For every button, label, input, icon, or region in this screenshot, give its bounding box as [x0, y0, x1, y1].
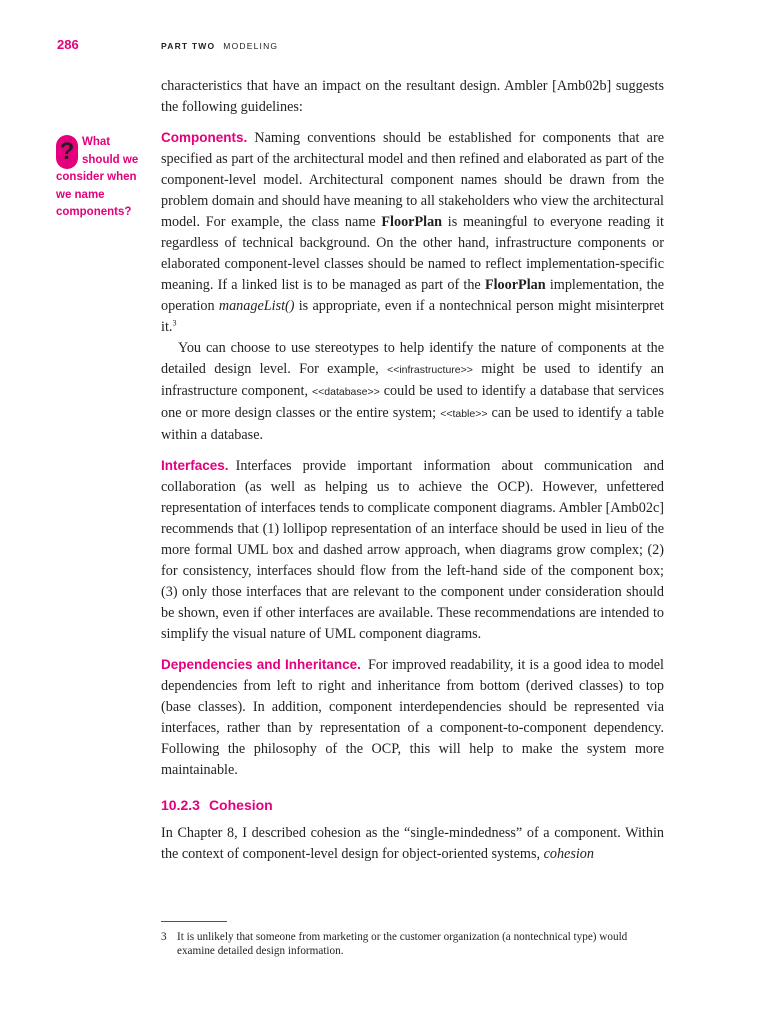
footnote-reference: 3	[172, 318, 177, 328]
dependencies-paragraph	[161, 654, 664, 781]
body-text	[161, 76, 664, 865]
section-label: MODELING	[223, 41, 279, 51]
infrastructure-stereotype: <<infrastructure>>	[387, 364, 473, 376]
footnote-rule	[161, 921, 227, 922]
components-text-3: implementation, the operation	[161, 277, 664, 314]
intro-paragraph: characteristics that have an impact on the resultant design. Ambler [Amb02b] suggests the following guidelines:	[161, 78, 664, 115]
running-head	[161, 41, 278, 51]
table-stereotype: <<table>>	[440, 408, 488, 420]
cohesion-text: In Chapter 8, I described cohesion as the “single-mindedness” of a component. Within the context of component-level design for object-oriented systems,	[161, 825, 664, 862]
interfaces-heading: Interfaces.	[161, 458, 229, 473]
footnote-number: 3	[161, 931, 167, 943]
page-number: 286	[57, 37, 79, 52]
dependencies-text: For improved readability, it is a good idea to model dependencies from left to right and inheritance from bottom (derived classes) to top (base classes). In addition, component interdependencies should be represented via interfaces, rather than by representation of a component-to-component dependency. Following the philosophy of the OCP, this will help to make the system more maintainable.	[161, 657, 664, 778]
managelist-term: manageList()	[218, 298, 295, 314]
section-number: 10.2.3	[161, 797, 200, 813]
stereotypes-text-1: You can choose to use stereotypes to help identify the nature of components at the detailed design level. For example,	[161, 340, 664, 377]
components-text-2: is meaningful to everyone reading it regardless of technical background. On the other hand, infrastructure components or elaborated component-level classes should be named to reflect implementation-specific meaning. If a linked list is to be managed as part of the	[161, 214, 664, 293]
components-heading: Components.	[161, 130, 248, 145]
cohesion-paragraph	[161, 823, 664, 865]
footnote	[161, 930, 664, 958]
components-text-4: is appropriate, even if a nontechnical person might misinterpret it.	[161, 298, 665, 335]
cohesion-term: cohesion	[543, 846, 594, 862]
section-title: Cohesion	[208, 797, 273, 813]
floorplan-term-2: FloorPlan	[484, 277, 546, 293]
part-label: PART TWO	[161, 41, 216, 51]
question-mark-icon: ?	[56, 135, 78, 169]
interfaces-text: Interfaces provide important information about communication and collaboration (as well as helping us to achieve the OCP). However, unfettered representation of interfaces tends to complicate component diagrams. Ambler [Amb02c] recommends that (1) lollipop representation of an interface should be used in lieu of the more formal UML box and dashed arrow approach, when diagrams grow complex; (2) for consistency, interfaces should flow from the left-hand side of the component box; (3) only those interfaces that are relevant to the component under consideration should be shown, even if other interfaces are available. These recommendations are intended to simplify the visual nature of UML component diagrams.	[161, 458, 664, 642]
section-heading	[161, 795, 664, 815]
stereotypes-paragraph	[161, 338, 664, 446]
interfaces-paragraph	[161, 455, 664, 645]
stereotypes-text-2: might be used to identify an infrastructure component,	[161, 361, 664, 399]
components-text-1: Naming conventions should be established for components that are specified as part of the architectural model and then refined and elaborated as part of the component-level model. Architectural component names should be drawn from the problem domain and should have meaning to all stakeholders who view the architectural model. For example, the class name	[161, 130, 664, 230]
margin-note	[56, 134, 144, 222]
dependencies-heading: Dependencies and Inheritance.	[161, 657, 361, 672]
components-paragraph	[161, 127, 664, 338]
margin-note-text: What should we consider when we name components?	[56, 136, 139, 218]
stereotypes-text-3: could be used to identify a database that services one or more design classes or the entire system;	[161, 383, 664, 421]
floorplan-term: FloorPlan	[381, 214, 443, 230]
stereotypes-text-4: can be used to identify a table within a database.	[161, 405, 664, 443]
database-stereotype: <<database>>	[312, 386, 380, 398]
footnote-text: It is unlikely that someone from marketing or the customer organization (a nontechnical type) would examine detailed design information.	[177, 931, 628, 957]
